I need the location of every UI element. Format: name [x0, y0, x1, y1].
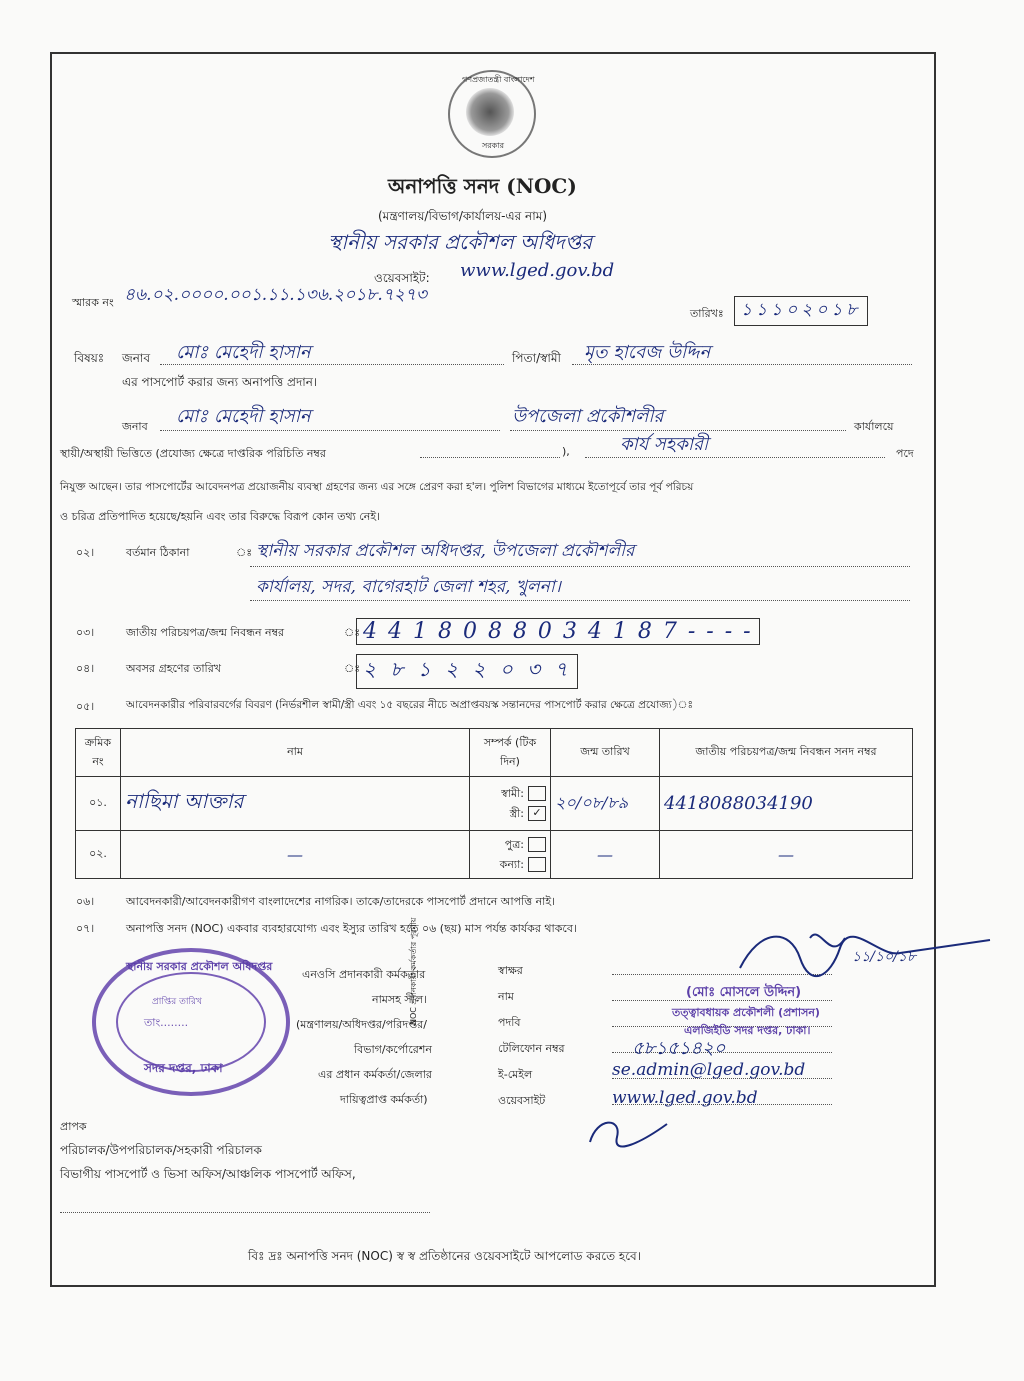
col-nid-header: জাতীয় পরিচয়পত্র/জন্ম নিবন্ধন সনদ নম্বর: [660, 729, 913, 777]
body-post-suffix: পদে: [896, 447, 914, 460]
signatory-left-line5: এর প্রধান কর্মকর্তা/জেলার: [318, 1068, 432, 1081]
signatory-post: তত্ত্বাবধায়ক প্রকৌশলী (প্রশাসন): [672, 1006, 820, 1019]
signatory-email: se.admin@lged.gov.bd: [612, 1060, 806, 1080]
item02-label: বর্তমান ঠিকানা: [126, 546, 190, 559]
col-name-header: নাম: [121, 729, 470, 777]
item02-number: ০২।: [76, 546, 95, 559]
field-phone-label: টেলিফোন নম্বর: [498, 1042, 565, 1055]
subject-line2: এর পাসপোর্ট করার জন্য অনাপত্তি প্রদান।: [122, 375, 318, 389]
emblem-center-icon: [466, 88, 514, 136]
date-label: তারিখঃ: [690, 307, 724, 320]
signatory-left-line3: (মন্ত্রণালয়/অধিদপ্তর/পরিদপ্তর/: [296, 1018, 427, 1031]
item04-value: ২ ৮ ১ ২ ২ ০ ৩ ৭: [356, 654, 578, 689]
subject-name-value: মোঃ মেহেদী হাসান: [176, 342, 311, 363]
item02-line1: [250, 566, 910, 567]
row-name: —: [121, 831, 470, 879]
row-nid: 4418088034190: [660, 777, 913, 831]
signatory-left-line1: এনওসি প্রদানকারী কর্মকর্তার: [302, 968, 426, 981]
office-round-stamp: [92, 948, 290, 1096]
stamp-inner-ring: [116, 972, 266, 1072]
field-name-label: নাম: [498, 990, 514, 1003]
relation-label-son: পুত্র:: [504, 837, 524, 851]
item02-value1: স্থানীয় সরকার প্রকৌশল অধিদপ্তর, উপজেলা প্রকৌশলীর: [256, 541, 635, 561]
initial-signature-icon: [582, 1112, 672, 1152]
item03-colon: ঃ: [344, 626, 361, 639]
document-title: অনাপত্তি সনদ (NOC): [388, 174, 577, 198]
item06-label: আবেদনকারী/আবেদনকারীগণ বাংলাদেশের নাগরিক। তাকে/তাদেরকে পাসপোর্ট প্রদানে আপত্তি নাই।: [126, 895, 556, 908]
item04-colon: ঃ: [344, 662, 361, 675]
signatory-website: www.lged.gov.bd: [612, 1088, 758, 1108]
body-name-value: মোঃ মেহেদী হাসান: [176, 406, 311, 427]
son-checkbox: [528, 837, 546, 852]
family-members-table: [75, 728, 913, 879]
document-subtitle: (মন্ত্রণালয়/বিভাগ/কার্যালয়-এর নাম): [378, 209, 548, 223]
body-para1: নিযুক্ত আছেন। তার পাসপোর্টের আবেদনপত্র প্রয়োজনীয় ব্যবস্থা গ্রহণের জন্য এর সঙ্গে প্রেরণ করা হ'ল। পুলিশ বিভাগের মাধ্যমে ইতোপূর্বে তার পূর্ব পরিচয়: [60, 481, 694, 493]
signatory-office: এলজিইডি সদর দপ্তর, ঢাকা।: [684, 1024, 811, 1037]
item04-label: অবসর গ্রহণের তারিখ: [126, 662, 221, 675]
row-dob: ২০/০৮/৮৯: [551, 777, 660, 831]
date-value: ১১১০২০১৮: [734, 296, 868, 326]
emblem-top-text: গণপ্রজাতন্ত্রী বাংলাদেশ: [462, 75, 535, 84]
field-post-label: পদবি: [498, 1016, 521, 1029]
signatory-phone: ৫৮১৫১৪২০: [632, 1038, 726, 1059]
signature-date: ১১/১০/১৮: [852, 949, 916, 965]
field-sign-label: স্বাক্ষর: [498, 964, 523, 977]
recipient-label: প্রাপক: [60, 1120, 87, 1133]
office-name: স্থানীয় সরকার প্রকৌশল অধিদপ্তর: [328, 230, 593, 254]
website-label: ওয়েবসাইট:: [374, 271, 430, 285]
item02-value2: কার্যালয়, সদর, বাগেরহাট জেলা শহর, খুলনা।: [256, 577, 561, 597]
stamp-inner-text1: প্রাপ্তির তারিখ: [152, 997, 202, 1007]
body-id-line: [420, 457, 560, 458]
item06-number: ০৬।: [76, 895, 95, 908]
item05-label: আবেদনকারীর পরিবারবর্গের বিবরণ (নির্ভরশীল স্বামী/স্ত্রী এবং ১৫ বছরের নীচে অপ্রাপ্তবয়স্ক সন্তানদের পাসপোর্ট করার ক্ষেত্রে প্রযোজ্য)ঃ: [126, 699, 694, 711]
daughter-checkbox: [528, 857, 546, 872]
husband-checkbox: [528, 786, 546, 801]
item04-number: ০৪।: [76, 662, 95, 675]
row-name: নাছিমা আক্তার: [121, 777, 470, 831]
col-relation-header: সম্পর্ক (টিক দিন): [470, 729, 551, 777]
field-web-label: ওয়েবসাইট: [498, 1094, 546, 1107]
signatory-name: (মোঃ মোসলে উদ্দিন): [686, 985, 802, 1000]
item03-value: 4 4 1 8 0 8 8 0 3 4 1 8 7 - - - -: [356, 618, 760, 645]
row-serial: ০২.: [76, 831, 121, 879]
item03-label: জাতীয় পরিচয়পত্র/জন্ম নিবন্ধন নম্বর: [126, 626, 285, 639]
body-office-value: উপজেলা প্রকৌশলীর: [512, 406, 664, 427]
wife-checkbox: ✓: [528, 806, 546, 821]
field-email-label: ই-মেইল: [498, 1068, 533, 1081]
stamp-bottom-text: সদর দপ্তর, ঢাকা: [144, 1061, 223, 1075]
row-relation: [470, 831, 551, 879]
memo-value: ৪৬.০২.০০০০.০০১.১১.১৩৬.২০১৮.৭২৭৩: [124, 285, 427, 305]
relation-label-husband: স্বামী:: [501, 786, 524, 800]
memo-label: স্মারক নং: [72, 296, 114, 309]
col-serial-header: ক্রমিক নং: [76, 729, 121, 777]
government-emblem: [448, 70, 536, 158]
body-para2: ও চরিত্র প্রতিপাদিত হয়েছে/হয়নি এবং তার বিরুদ্ধে বিরূপ কোন তথ্য নেই।: [60, 510, 380, 523]
body-paren-close: ),: [562, 445, 570, 458]
col-dob-header: জন্ম তারিখ: [551, 729, 660, 777]
signatory-vertical-note: NOC প্রদানকারী কর্মকর্তার পূরণীয়: [409, 917, 418, 1025]
item05-number: ০৫।: [76, 700, 95, 713]
signatory-left-line2: নামসহ সীল।: [372, 993, 427, 1006]
body-post-value: কার্য সহকারী: [620, 434, 709, 455]
emblem-bottom-text: সরকার: [482, 141, 505, 150]
stamp-inner-text2: তাং........: [144, 1016, 189, 1029]
recipient-address-line: [60, 1212, 430, 1213]
table-row: [76, 777, 913, 831]
relation-label-daughter: কন্যা:: [499, 857, 524, 871]
subject-label: বিষয়ঃ: [74, 351, 105, 365]
table-row: [76, 831, 913, 879]
item07-label: অনাপত্তি সনদ (NOC) একবার ব্যবহারযোগ্য এবং ইস্যুর তারিখ হতে ০৬ (ছয়) মাস পর্যন্ত কার্যকর থাকবে।: [126, 922, 577, 935]
website-value: www.lged.gov.bd: [460, 260, 615, 281]
recipient-line2: বিভাগীয় পাসপোর্ট ও ভিসা অফিস/আঞ্চলিক পাসপোর্ট অফিস,: [60, 1167, 356, 1181]
row-nid: —: [660, 831, 913, 879]
signatory-left-line4: বিভাগ/কর্পোরেশন: [354, 1043, 432, 1056]
row-dob: —: [551, 831, 660, 879]
row-serial: ০১.: [76, 777, 121, 831]
relation-label-wife: স্ত্রী:: [509, 806, 524, 820]
footer-note: বিঃ দ্রঃ অনাপত্তি সনদ (NOC) স্ব স্ব প্রতিষ্ঠানের ওয়েবসাইটে আপলোড করতে হবে।: [248, 1249, 642, 1263]
signatory-left-line6: দায়িত্বপ্রাপ্ত কর্মকর্তা): [340, 1093, 428, 1106]
subject-mr-label: জনাব: [122, 351, 151, 365]
item02-colon: ঃ: [236, 546, 253, 559]
stamp-outer-text: স্থানীয় সরকার প্রকৌশল অধিদপ্তর: [126, 960, 273, 973]
father-value: মৃত হাবেজ উদ্দিন: [584, 342, 711, 363]
item03-number: ০৩।: [76, 626, 95, 639]
recipient-line1: পরিচালক/উপপরিচালক/সহকারী পরিচালক: [60, 1143, 262, 1157]
body-mr-label: জনাব: [122, 420, 148, 433]
item07-number: ০৭।: [76, 922, 95, 935]
father-label: পিতা/স্বামী: [512, 351, 561, 365]
body-permanent-text: স্থায়ী/অস্থায়ী ভিত্তিতে (প্রযোজ্য ক্ষেত্রে দাপ্তরিক পরিচিতি নম্বর: [60, 447, 326, 460]
row-relation: [470, 777, 551, 831]
body-office-suffix: কার্যালয়ে: [854, 420, 894, 433]
